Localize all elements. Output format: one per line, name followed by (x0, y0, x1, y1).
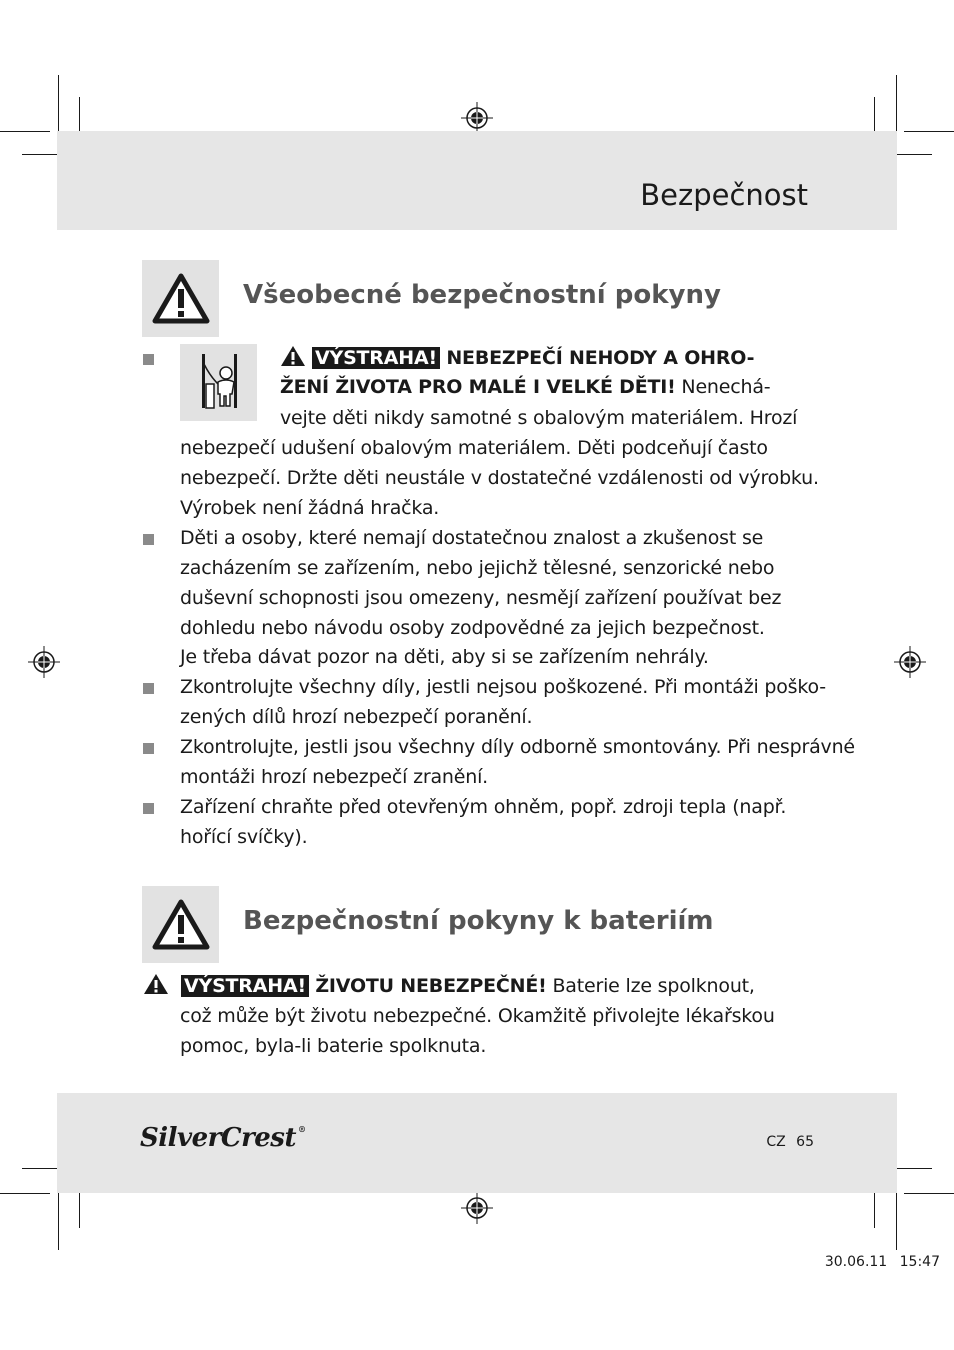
warning-triangle-icon (280, 345, 306, 367)
section-warning-box (142, 886, 219, 963)
warning-triangle-icon (152, 899, 210, 951)
text-line: Zkontrolujte všechny díly, jestli nejsou poškozené. Při montáži poško- (180, 676, 826, 698)
child-warning-icon (180, 344, 257, 421)
text-line: ŽENÍ ŽIVOTA PRO MALÉ I VELKÉ DĚTI! Nenechá- (280, 376, 771, 398)
text-line: Výrobek není žádná hračka. (180, 497, 440, 519)
page-title: Bezpečnost (640, 178, 808, 212)
crop-mark (0, 131, 50, 132)
text-line: zacházením se zařízením, nebo jejichž tělesné, senzorické nebo (180, 557, 775, 579)
crop-mark (874, 97, 875, 135)
page-number: CZ 65 (766, 1134, 814, 1150)
crop-mark (896, 75, 897, 135)
warning-label: VÝSTRAHA! (181, 975, 309, 997)
text-line: Zařízení chraňte před otevřeným ohněm, popř. zdroji tepla (např. (180, 796, 787, 818)
text-line: VÝSTRAHA! NEBEZPEČÍ NEHODY A OHRO- (280, 343, 754, 373)
text-line: zených dílů hrozí nebezpečí poranění. (180, 706, 533, 728)
section-warning-box (142, 260, 219, 337)
warning-triangle-icon (152, 273, 210, 325)
text-line: nebezpečí udušení obalovým materiálem. Děti podceňují často (180, 437, 768, 459)
section-heading: Bezpečnostní pokyny k bateriím (243, 906, 714, 936)
bullet-icon (143, 534, 154, 545)
bullet-icon (143, 683, 154, 694)
text-line: duševní schopnosti jsou omezeny, nesmějí zařízení používat bez (180, 587, 782, 609)
crop-mark (79, 97, 80, 135)
text-line: nebezpečí. Držte děti neustále v dostatečné vzdálenosti od výrobku. (180, 467, 819, 489)
warning-triangle-icon (143, 973, 169, 995)
warning-label: VÝSTRAHA! (312, 347, 440, 369)
crop-mark (58, 1190, 59, 1250)
crop-mark (58, 75, 59, 135)
crop-mark (904, 131, 954, 132)
text-line: hořící svíčky). (180, 826, 308, 848)
text-line: což může být životu nebezpečné. Okamžitě přivolejte lékařskou (180, 1005, 775, 1027)
bullet-icon (143, 743, 154, 754)
registration-mark-icon (461, 102, 493, 134)
bullet-icon (143, 803, 154, 814)
text-line: Je třeba dávat pozor na děti, aby si se zařízením nehrály. (180, 646, 709, 668)
registration-mark-icon (28, 646, 60, 678)
text-line: montáži hrozí nebezpečí zranění. (180, 766, 488, 788)
crop-mark (0, 1193, 50, 1194)
text-line: vejte děti nikdy samotné s obalovým materiálem. Hrozí (280, 407, 798, 429)
text-line: VÝSTRAHA! ŽIVOTU NEBEZPEČNÉ! Baterie lze spolknout, (143, 971, 755, 1001)
text-line: Děti a osoby, které nemají dostatečnou znalost a zkušenost se (180, 527, 764, 549)
registration-mark-icon (461, 1192, 493, 1224)
text-line: dohledu nebo návodu osoby zodpovědné za jejich bezpečnost. (180, 617, 765, 639)
section-heading: Všeobecné bezpečnostní pokyny (243, 280, 721, 310)
text-line: pomoc, byla-li baterie spolknuta. (180, 1035, 487, 1057)
crop-mark (79, 1190, 80, 1228)
registration-mark-icon (894, 646, 926, 678)
crop-mark (896, 1190, 897, 1250)
brand-logo: SilverCrest ® (140, 1123, 306, 1153)
print-timestamp: 30.06.11 15:47 (824, 1254, 940, 1270)
crop-mark (874, 1190, 875, 1228)
bullet-icon (143, 354, 154, 365)
crop-mark (904, 1193, 954, 1194)
text-line: Zkontrolujte, jestli jsou všechny díly odborně smontovány. Při nesprávné (180, 736, 855, 758)
